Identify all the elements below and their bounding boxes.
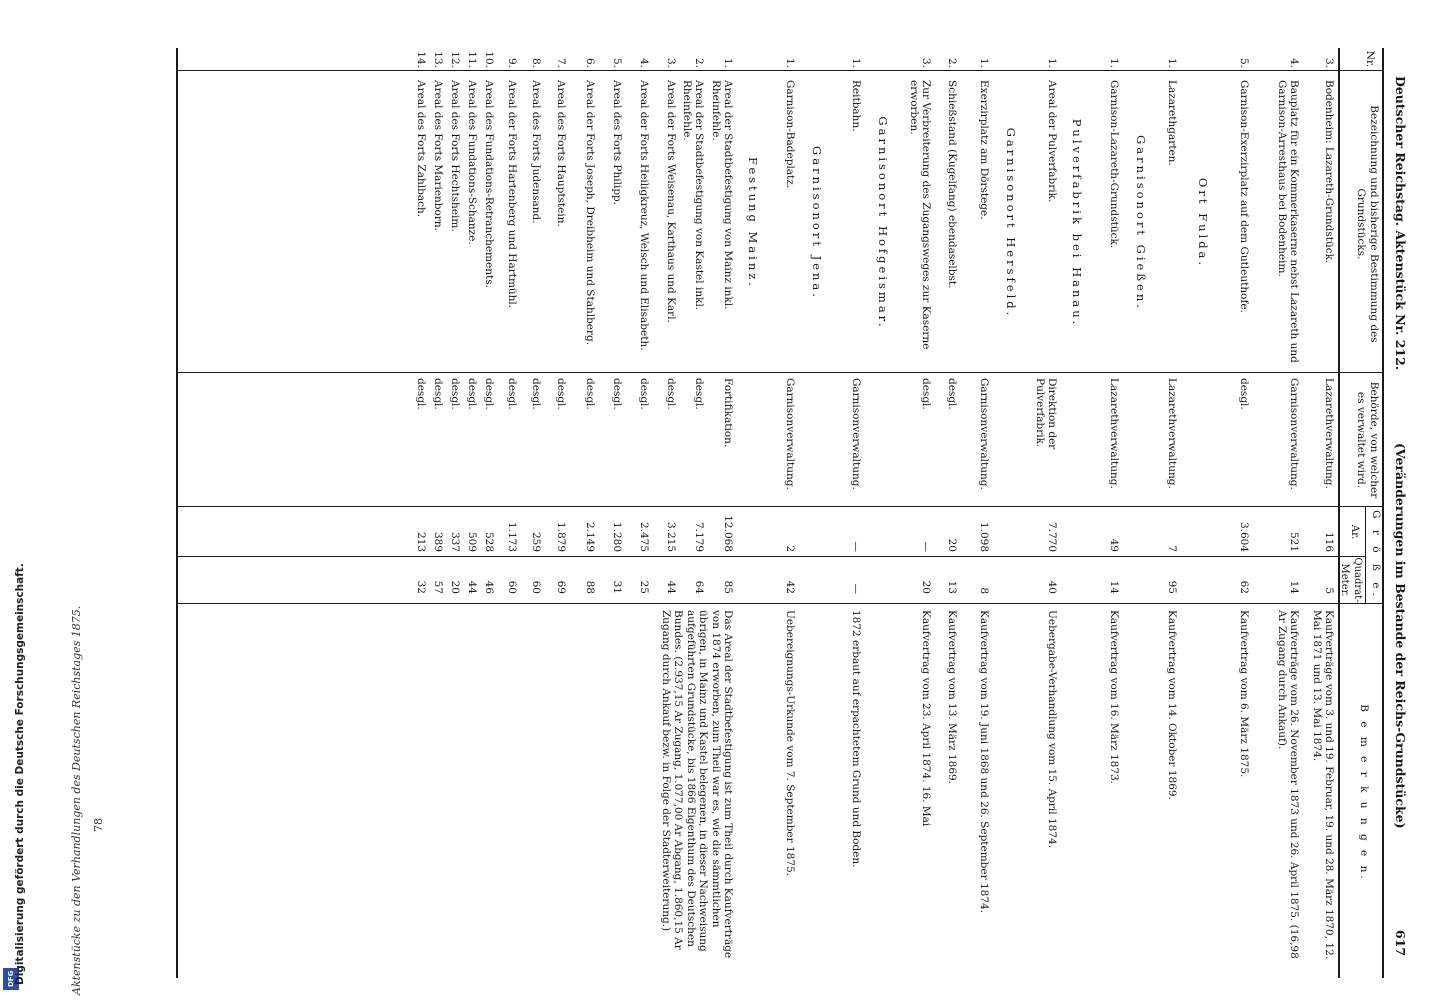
- row-area-qm: 44: [665, 580, 677, 594]
- row-description: Areal des Forts Judensand.: [530, 80, 542, 224]
- table-bottom-rule: [177, 48, 179, 978]
- row-number: 7.: [555, 57, 567, 68]
- row-area-ar: 389: [432, 531, 444, 552]
- row-authority: desgl.: [530, 378, 542, 410]
- row-description: Areal des Forts Philipp.: [611, 80, 623, 206]
- row-description: Areal des Fundations-Schanze.: [466, 80, 478, 245]
- row-remarks: Kaufverträge vom 26. November 1873 und 26. April 1875. (16,98 Ar Zugang durch Ankauf).: [1275, 610, 1300, 959]
- row-remarks: Uebergabe-Verhandlung vom 15. April 1874.: [1046, 610, 1058, 849]
- row-description: Garnison-Exerzirplatz auf dem Gutleuthofe.: [1238, 80, 1250, 313]
- row-authority: Direktion der Pulverfabrik.: [1033, 378, 1058, 450]
- row-remarks: Uebereignungs-Urkunde vom 7. September 1875.: [784, 610, 796, 877]
- row-area-ar: 3.604: [1238, 521, 1250, 552]
- col-description: Bezeichnung und bisherige Bestimmung des Grundstücks.: [1354, 105, 1380, 343]
- row-area-qm: 20: [920, 580, 932, 594]
- row-area-ar: 116: [1323, 531, 1335, 552]
- row-area-qm: 95: [1166, 580, 1178, 594]
- row-description: Schießstand (Kugelfang) ebendaselbst.: [946, 80, 958, 289]
- row-authority: desgl.: [611, 378, 623, 410]
- row-authority: desgl.: [665, 378, 677, 410]
- table-top-rule: [1382, 48, 1384, 978]
- row-number: 3.: [920, 57, 932, 68]
- row-remarks: Kaufvertrag vom 14. Oktober 1869.: [1166, 610, 1178, 800]
- row-area-qm: 20: [449, 580, 461, 594]
- row-description: Areal des Forts Marienborn.: [432, 80, 444, 231]
- row-remarks: Kaufvertrag vom 23. April 1874. 16. Mai: [920, 610, 932, 827]
- row-area-ar: 2.149: [584, 521, 596, 552]
- row-number: 2.: [693, 57, 705, 68]
- row-remarks: Kaufvertrag vom 13. März 1869.: [946, 610, 958, 785]
- row-number: 1.: [850, 57, 862, 68]
- row-area-qm: 64: [693, 580, 705, 594]
- row-authority: desgl.: [1238, 378, 1250, 410]
- row-description: Reitbahn.: [850, 80, 862, 132]
- row-number: 9.: [506, 57, 518, 68]
- row-area-ar: 2.475: [638, 521, 650, 552]
- row-area-ar: 1.173: [506, 521, 518, 552]
- section-heading: Garnisonort Jena.: [810, 146, 824, 300]
- row-number: 5.: [1238, 57, 1250, 68]
- row-area-qm: 60: [530, 580, 542, 594]
- row-description: Areal des Forts Hauptstein.: [555, 80, 567, 227]
- row-number: 1.: [1166, 57, 1178, 68]
- row-authority: desgl.: [693, 378, 705, 410]
- section-heading: Festung Mainz.: [746, 157, 760, 289]
- rule-auth: [178, 506, 1384, 507]
- row-area-qm: 85: [722, 580, 734, 594]
- page-header-left: Deutscher Reichstag. Aktenstück Nr. 212.: [1393, 76, 1408, 371]
- row-description: Areal der Forts Hartenberg und Hartmühl.: [506, 80, 518, 309]
- dfg-credit: Digitalisierung gefördert durch die Deutsche Forschungsgemeinschaft.: [14, 563, 26, 985]
- row-remarks: Kaufvertrag vom 6. März 1875.: [1238, 610, 1250, 778]
- section-heading: Pulverfabrik bei Hanau.: [1070, 118, 1084, 328]
- rule-desc: [178, 372, 1384, 373]
- row-number: 1.: [978, 57, 990, 68]
- row-authority: desgl.: [449, 378, 461, 410]
- row-number: 1.: [784, 57, 796, 68]
- section-heading: Garnisonort Hersfeld.: [1004, 127, 1018, 319]
- row-remarks: Kaufvertrag vom 19. Juni 1868 und 26. September 1874.: [978, 610, 990, 914]
- row-area-ar: 12.068: [722, 515, 734, 552]
- row-area-qm: 13: [946, 580, 958, 594]
- row-number: 4.: [1288, 57, 1300, 68]
- col-qm: Quadrat-Meter.: [1339, 557, 1363, 603]
- row-authority: Garnisonverwaltung.: [850, 378, 862, 490]
- page-number: 617: [1393, 930, 1408, 957]
- row-authority: desgl.: [506, 378, 518, 410]
- row-area-qm: 25: [638, 580, 650, 594]
- row-number: 8.: [530, 57, 542, 68]
- row-number: 11.: [466, 51, 478, 68]
- row-description: Bodenheim: Lazareth-Grundstück.: [1323, 80, 1335, 264]
- row-area-ar: 1.879: [555, 521, 567, 552]
- row-description: Areal des Fundations-Retranchements.: [483, 80, 495, 288]
- row-area-ar: 337: [449, 531, 461, 552]
- row-authority: Lazarethverwaltung.: [1166, 378, 1178, 489]
- row-area-ar: 528: [483, 531, 495, 552]
- row-area-qm: 40: [1046, 580, 1058, 594]
- row-number: 3.: [665, 57, 677, 68]
- row-remarks: Kaufverträge vom 3. und 19. Februar, 19. und 28. März 1870, 12. Mai 1871 und 13. Mai 1874.: [1310, 610, 1335, 960]
- dfg-logo: DFG: [3, 968, 19, 990]
- row-description: Areal des Forts Zahlbach.: [415, 80, 427, 218]
- row-number: 1.: [722, 57, 734, 68]
- row-number: 14.: [415, 51, 427, 68]
- row-area-qm: 14: [1288, 580, 1300, 594]
- rule-nr: [178, 70, 1384, 71]
- row-authority: Fortifikation.: [722, 378, 734, 448]
- row-description: Exerzirplatz am Dörstege.: [978, 80, 990, 220]
- page-header-right: (Veränderungen im Bestande der Reichs-Grundstücke): [1393, 443, 1408, 829]
- rule-ar: [178, 556, 1366, 557]
- row-authority: Garnisonverwaltung.: [1288, 378, 1300, 490]
- row-number: 4.: [638, 57, 650, 68]
- row-number: 2.: [946, 57, 958, 68]
- row-description: Garnison-Lazareth-Grundstück.: [1108, 80, 1120, 249]
- row-area-ar: 2: [784, 545, 796, 552]
- row-area-ar: 3.215: [665, 521, 677, 552]
- row-number: 1.: [1108, 57, 1120, 68]
- row-number: 6.: [584, 57, 596, 68]
- row-number: 12.: [449, 51, 461, 68]
- col-ar: Ar.: [1349, 524, 1361, 540]
- row-area-ar: 259: [530, 531, 542, 552]
- row-description: Areal der Stadtbefestigung von Mainz inkl. Rheinfehle.: [709, 80, 734, 310]
- row-area-qm: 44: [466, 580, 478, 594]
- row-authority: desgl.: [584, 378, 596, 410]
- row-area-qm: 69: [555, 580, 567, 594]
- row-area-ar: 1.280: [611, 521, 623, 552]
- section-heading: Garnisonort Hofgeismar.: [876, 116, 890, 330]
- row-area-qm: 46: [483, 580, 495, 594]
- row-area-qm: 5: [1323, 587, 1335, 594]
- row-area-qm: —: [850, 583, 862, 594]
- row-area-ar: 7: [1166, 545, 1178, 552]
- row-area-qm: 14: [1108, 580, 1120, 594]
- row-number: 10.: [483, 51, 495, 68]
- row-remarks: Das Areal der Stadtbefestigung ist zum Theil durch Kaufverträge von 1874 erworben, zum Theil war es, wie die sämmtlichen übrigen, in Mainz und Kastel belegenen, in dieser Nachweisung aufgeführten Grundstücke, bis 1866 Eigenthum des Deutschen Bundes. (2.937,15 Ar Zugang, 1.077,00 Ar Abgang, 1.860,15 Ar Zugang durch Ankauf bezw. in Folge der Stadterweiterung.): [660, 610, 734, 959]
- row-area-ar: 20: [946, 538, 958, 552]
- row-authority: desgl.: [466, 378, 478, 410]
- row-area-ar: 49: [1108, 538, 1120, 552]
- row-description: Areal der Forts Weisenau, Karthaus und Karl.: [665, 80, 677, 323]
- row-area-ar: 1.098: [978, 521, 990, 552]
- row-description: Areal des Forts Hechtsheim.: [449, 80, 461, 232]
- row-description: Zur Verbreiterung des Zugangsweges zur Kaserne erworben.: [907, 80, 932, 350]
- row-area-qm: 62: [1238, 580, 1250, 594]
- row-description: Bauplatz für ein Kommerkaserne nebst Lazareth und Garnison-Arresthaus bei Bodenheim.: [1275, 80, 1300, 363]
- col-nr: Nr.: [1364, 50, 1376, 68]
- document-page: [175, 48, 1410, 978]
- row-authority: desgl.: [415, 378, 427, 410]
- row-area-ar: 213: [415, 531, 427, 552]
- row-authority: Lazarethverwaltung.: [1323, 378, 1335, 489]
- row-area-ar: —: [850, 541, 862, 552]
- row-number: 13.: [432, 51, 444, 68]
- row-description: Areal der Forts Joseph, Dreibheim und Stahlberg.: [584, 80, 596, 346]
- row-area-qm: 42: [784, 580, 796, 594]
- row-description: Areal der Stadtbefestigung von Kastel inkl. Rheinfehle.: [680, 80, 705, 311]
- row-area-ar: 509: [466, 531, 478, 552]
- row-description: Lazarethgarten.: [1166, 80, 1178, 166]
- row-number: 3.: [1323, 57, 1335, 68]
- col-size: G r ö ß e.: [1370, 510, 1382, 600]
- row-authority: desgl.: [920, 378, 932, 410]
- col-remarks: B e m e r k u n g e n.: [1358, 704, 1370, 882]
- row-remarks: 1872 erbaut auf erpachtetem Grund und Boden.: [850, 610, 862, 868]
- section-heading: Ort Fulda.: [1196, 177, 1210, 269]
- row-area-ar: 521: [1288, 531, 1300, 552]
- row-authority: desgl.: [946, 378, 958, 410]
- row-number: 1.: [1046, 57, 1058, 68]
- row-area-qm: 60: [506, 580, 518, 594]
- row-area-ar: —: [920, 541, 932, 552]
- row-remarks: Kaufvertrag vom 16. März 1873.: [1108, 610, 1120, 785]
- rule-size: [178, 603, 1384, 604]
- row-authority: Garnisonverwaltung.: [978, 378, 990, 490]
- row-authority: desgl.: [432, 378, 444, 410]
- row-authority: desgl.: [638, 378, 650, 410]
- row-description: Garnison-Badeplatz.: [784, 80, 796, 189]
- row-area-qm: 8: [978, 587, 990, 594]
- section-heading: Garnisonort Gießen.: [1134, 135, 1148, 311]
- row-area-ar: 7.179: [693, 521, 705, 552]
- row-area-qm: 32: [415, 580, 427, 594]
- row-area-ar: 7.770: [1046, 521, 1058, 552]
- dfg-sidebar: [0, 0, 26, 1000]
- row-area-qm: 57: [432, 580, 444, 594]
- row-area-qm: 88: [584, 580, 596, 594]
- row-description: Areal der Pulverfabrik.: [1046, 80, 1058, 203]
- row-authority: desgl.: [555, 378, 567, 410]
- col-authority: Behörde, von welcher es verwaltet wird.: [1354, 381, 1380, 499]
- row-authority: Lazarethverwaltung.: [1108, 378, 1120, 489]
- row-authority: desgl.: [483, 378, 495, 410]
- row-authority: Garnisonverwaltung.: [784, 378, 796, 490]
- rule-size-sub: [1365, 506, 1366, 603]
- header-bottom-rule: [1339, 48, 1341, 978]
- row-description: Areal der Forts Heiligkreuz, Welsch und Elisabeth.: [638, 80, 650, 351]
- footer-title: Aktenstücke zu den Verhandlungen des Deutschen Reichstages 1875.: [70, 605, 83, 995]
- footer-page: 78: [92, 818, 105, 832]
- row-area-qm: 31: [611, 580, 623, 594]
- row-number: 5.: [611, 57, 623, 68]
